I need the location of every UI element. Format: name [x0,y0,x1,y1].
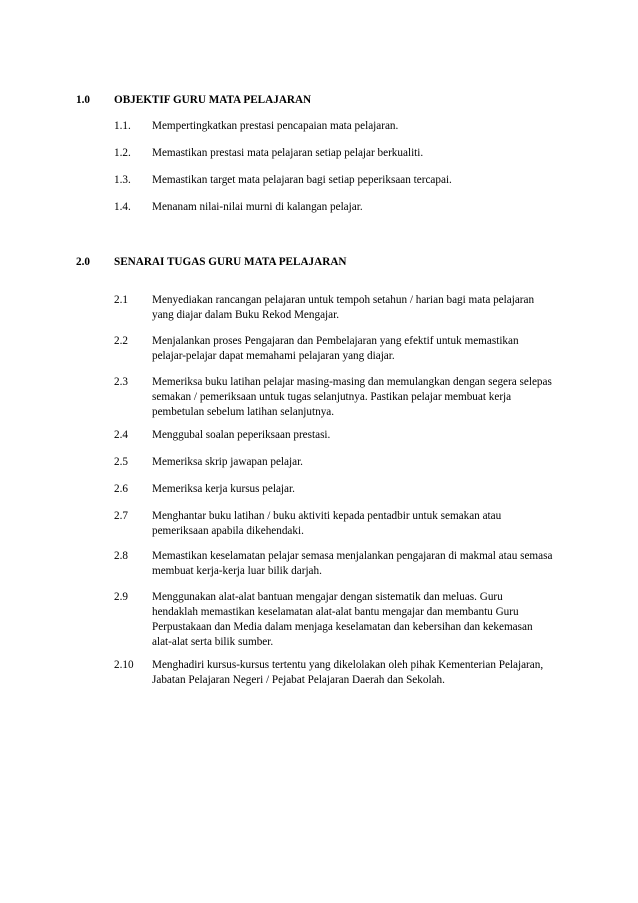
duty-item-number: 2.8 [114,550,128,562]
duty-item-line: Menghantar buku latihan / buku aktiviti kepada pentadbir untuk semakan atau [152,510,502,522]
duty-item-text [152,455,592,470]
duty-item-line: pelajar-pelajar dapat memahami pelajaran yang diajar. [152,350,395,362]
section-1-heading [0,93,638,109]
objective-item-number: 1.3. [114,174,131,186]
duty-item-line: Menghadiri kursus-kursus tertentu yang dikelolakan oleh pihak Kementerian Pelajaran, [152,659,544,671]
duty-item-line: alat-alat serta bilik sumber. [152,636,274,648]
duty-item-line: membuat kerja-kerja luar bilik darjah. [152,565,322,577]
duty-item-line: pemeriksaan apabila dikehendaki. [152,525,304,537]
duty-item-line: Menjalankan proses Pengajaran dan Pembelajaran yang efektif untuk memastikan [152,335,519,347]
objective-item-number: 1.2. [114,147,131,159]
duty-item-number: 2.9 [114,591,128,603]
duty-item-number: 2.1 [114,294,128,306]
section-1-title: OBJEKTIF GURU MATA PELAJARAN [114,94,312,106]
duty-item-number: 2.3 [114,376,128,388]
section-2-heading [0,255,638,271]
duty-item-line: hendaklah memastikan keselamatan alat-alat bantu mengajar dan membantu Guru [152,606,519,618]
duty-item-line: Memeriksa buku latihan pelajar masing-masing dan memulangkan dengan segera selepas [152,376,552,388]
duty-item-number: 2.2 [114,335,128,347]
duty-item-line: Memeriksa skrip jawapan pelajar. [152,456,303,468]
duty-item-line: Menyediakan rancangan pelajaran untuk tempoh setahun / harian bagi mata pelajaran [152,294,535,306]
duty-item-text [152,428,592,443]
section-1-number: 1.0 [76,94,90,106]
duty-item-number: 2.7 [114,510,128,522]
duty-item-line: Menggubal soalan peperiksaan prestasi. [152,429,331,441]
duty-item-line: Jabatan Pelajaran Negeri / Pejabat Pelajaran Daerah dan Sekolah. [152,674,445,686]
duty-item-text [152,334,592,364]
duty-item-text [152,482,592,497]
duty-item-line: Memastikan keselamatan pelajar semasa menjalankan pengajaran di makmal atau semasa [152,550,553,562]
section-2-title: SENARAI TUGAS GURU MATA PELAJARAN [114,256,347,268]
objective-item-text: Menanam nilai-nilai murni di kalangan pelajar. [152,201,363,213]
duty-item-number: 2.4 [114,429,128,441]
objective-item-text: Memastikan prestasi mata pelajaran setiap pelajar berkualiti. [152,147,424,159]
duty-item-text [152,293,592,323]
duty-item-line: Perpustakaan dan Media dalam menjaga keselamatan dan kebersihan dan kekemasan [152,621,533,633]
section-2-number: 2.0 [76,256,90,268]
duty-item-number: 2.6 [114,483,128,495]
duty-item-line: pembetulan sebelum latihan selanjutnya. [152,406,335,418]
duty-item-line: Memeriksa kerja kursus pelajar. [152,483,295,495]
duty-item-number: 2.5 [114,456,128,468]
duty-item-text [152,509,592,539]
duty-item-line: semakan / pemeriksaan untuk tugas selanjutnya. Pastikan pelajar membuat kerja [152,391,512,403]
duty-item-text [152,375,592,420]
duty-item-line: Menggunakan alat-alat bantuan mengajar dengan sistematik dan meluas. Guru [152,591,503,603]
objective-item-number: 1.4. [114,201,131,213]
objective-item-text: Memastikan target mata pelajaran bagi setiap peperiksaan tercapai. [152,174,452,186]
duty-item-text [152,658,592,688]
duty-item-line: yang diajar dalam Buku Rekod Mengajar. [152,309,340,321]
duty-item-number: 2.10 [114,659,134,671]
duty-item-text [152,590,592,650]
objective-item-number: 1.1. [114,120,131,132]
objective-item-text: Mempertingkatkan prestasi pencapaian mata pelajaran. [152,120,399,132]
duty-item-text [152,549,592,579]
